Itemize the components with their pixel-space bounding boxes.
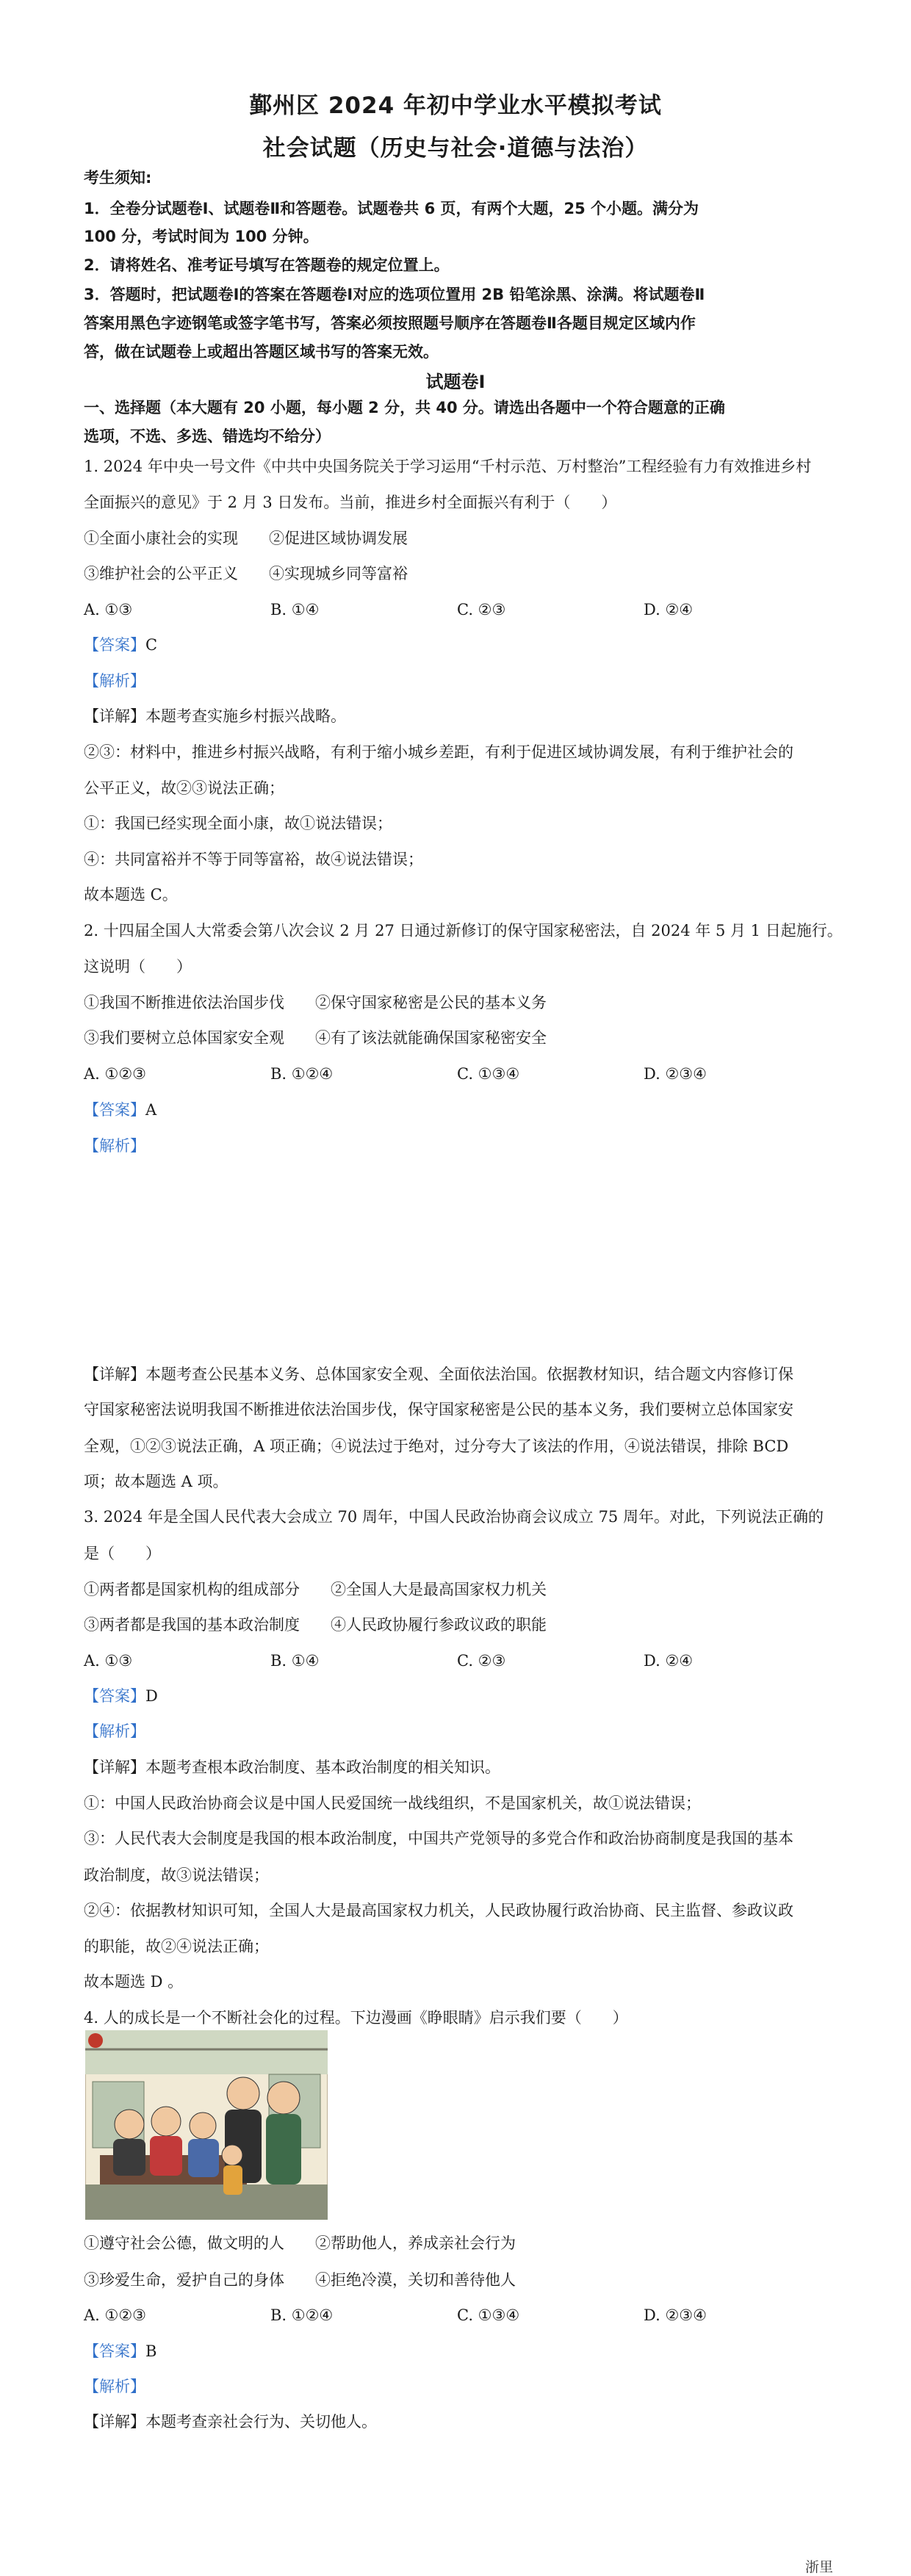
- question-1-analysis-label: 【解析】: [84, 672, 145, 690]
- answer-label: 【答案】: [84, 636, 145, 654]
- option-d[interactable]: D. ②③④: [644, 1065, 707, 1083]
- option-b[interactable]: B. ①②④: [270, 1065, 334, 1083]
- option-c[interactable]: C. ②③: [457, 1652, 506, 1670]
- option-a[interactable]: A. ①③: [84, 601, 133, 618]
- question-1-stem: 全面振兴的意见》于 2 月 3 日发布。当前，推进乡村全面振兴有利于（ ）: [84, 494, 617, 511]
- question-3-detail: 【详解】本题考查根本政治制度、基本政治制度的相关知识。: [84, 1758, 500, 1776]
- question-1-detail: ①：我国已经实现全面小康，故①说法错误；: [84, 815, 392, 832]
- option-c[interactable]: C. ②③: [457, 601, 506, 618]
- question-3-answer: [84, 1685, 158, 1707]
- question-4-statements: ①遵守社会公德，做文明的人 ②帮助他人，养成亲社会行为: [84, 2234, 516, 2252]
- exam-subtitle: 社会试题（历史与社会·道德与法治）: [262, 135, 649, 162]
- section-heading: 选项，不选、多选、错选均不给分）: [84, 427, 331, 445]
- question-3-detail: ①：中国人民政治协商会议是中国人民爱国统一战线组织，不是国家机关，故①说法错误；: [84, 1794, 701, 1812]
- question-4-detail: 【详解】本题考查亲社会行为、关切他人。: [84, 2413, 377, 2431]
- question-3-options: [84, 1650, 833, 1672]
- question-3-analysis-label: 【解析】: [84, 1722, 145, 1740]
- question-3-stem: 3. 2024 年是全国人民代表大会成立 70 周年，中国人民政治协商会议成立 75 周年。对此，下列说法正确的: [84, 1508, 824, 1526]
- answer-label: 【答案】: [84, 2342, 145, 2360]
- question-2-detail: 【详解】本题考查公民基本义务、总体国家安全观、全面依法治国。依据教材知识，结合题文内容修订保: [84, 1365, 793, 1383]
- answer-value: C: [145, 636, 158, 654]
- notice-line: 2．请将姓名、准考证号填写在答题卷的规定位置上。: [84, 256, 450, 274]
- question-2-analysis-label: 【解析】: [84, 1137, 145, 1155]
- question-3-detail: 的职能，故②④说法正确；: [84, 1938, 269, 1955]
- option-d[interactable]: D. ②④: [644, 601, 694, 618]
- option-b[interactable]: B. ①②④: [270, 2306, 334, 2324]
- answer-value: D: [145, 1687, 158, 1705]
- option-b[interactable]: B. ①④: [270, 1652, 320, 1670]
- option-b[interactable]: B. ①④: [270, 601, 320, 618]
- option-a[interactable]: A. ①②③: [84, 2306, 146, 2324]
- option-c[interactable]: C. ①③④: [457, 2306, 520, 2324]
- option-a[interactable]: A. ①②③: [84, 1065, 146, 1083]
- question-3-detail: ③：人民代表大会制度是我国的根本政治制度，中国共产党领导的多党合作和政治协商制度是我国的基本: [84, 1830, 793, 1847]
- question-1-detail: 故本题选 C。: [84, 886, 178, 903]
- question-2-options: [84, 1063, 833, 1085]
- question-4-answer: [84, 2340, 156, 2362]
- question-1-answer: [84, 634, 157, 656]
- question-1-stem: 1. 2024 年中央一号文件《中共中央国务院关于学习运用“千村示范、万村整治”工程经验有力有效推进乡村: [84, 458, 812, 475]
- question-3-stem: 是（ ）: [84, 1545, 161, 1562]
- volume-heading: 试题卷Ⅰ: [425, 372, 486, 392]
- option-d[interactable]: D. ②③④: [644, 2306, 707, 2324]
- exam-title: 鄞州区 2024 年初中学业水平模拟考试: [249, 93, 662, 119]
- question-1-options: [84, 599, 833, 621]
- notice-line: 答案用黑色字迹钢笔或签字笔书写，答案必须按照题号顺序在答题卷Ⅱ各题目规定区域内作: [84, 314, 696, 332]
- notice-line: 1．全卷分试题卷Ⅰ、试题卷Ⅱ和答题卷。试题卷共 6 页，有两个大题，25 个小题。满分为: [84, 200, 699, 217]
- notice-line: 100 分，考试时间为 100 分钟。: [84, 228, 319, 245]
- question-4-options: [84, 2304, 833, 2326]
- notice-line: 答，做在试题卷上或超出答题区域书写的答案无效。: [84, 343, 439, 361]
- question-1-detail: ②③：材料中，推进乡村振兴战略，有利于缩小城乡差距，有利于促进区域协调发展，有利于维护社会的: [84, 743, 793, 761]
- option-c[interactable]: C. ①③④: [457, 1065, 520, 1083]
- question-4-statements: ③珍爱生命，爱护自己的身体 ④拒绝冷漠，关切和善待他人: [84, 2271, 516, 2289]
- question-2-statements: ③我们要树立总体国家安全观 ④有了该法就能确保国家秘密安全: [84, 1029, 547, 1047]
- question-2-stem: 这说明（ ）: [84, 958, 192, 975]
- question-2-statements: ①我国不断推进依法治国步伐 ②保守国家秘密是公民的基本义务: [84, 994, 547, 1011]
- question-3-detail: ②④：依据教材知识可知，全国人大是最高国家权力机关，人民政协履行政治协商、民主监督、参政议政: [84, 1902, 793, 1919]
- question-1-detail: 公平正义，故②③说法正确；: [84, 779, 284, 797]
- question-2-detail: 全观，①②③说法正确，A 项正确；④说法过于绝对，过分夸大了该法的作用，④说法错误，排除 BCD: [84, 1437, 789, 1455]
- question-2-detail: 守国家秘密法说明我国不断推进依法治国步伐，保守国家秘密是公民的基本义务，我们要树立总体国家安: [84, 1401, 793, 1418]
- question-2-answer: [84, 1099, 156, 1121]
- question-3-detail: 故本题选 D 。: [84, 1973, 184, 1991]
- option-d[interactable]: D. ②④: [644, 1652, 694, 1670]
- question-1-statements: ①全面小康社会的实现 ②促进区域协调发展: [84, 530, 408, 547]
- question-1-detail: 【详解】本题考查实施乡村振兴战略。: [84, 707, 346, 725]
- cartoon-image: [85, 2030, 328, 2220]
- answer-value: A: [145, 1101, 157, 1119]
- notice-heading: 考生须知:: [84, 169, 152, 187]
- question-1-statements: ③维护社会的公平正义 ④实现城乡同等富裕: [84, 565, 408, 582]
- question-2-detail: 项；故本题选 A 项。: [84, 1473, 228, 1490]
- question-3-detail: 政治制度，故③说法错误；: [84, 1866, 269, 1884]
- question-3-statements: ①两者都是国家机构的组成部分 ②全国人大是最高国家权力机关: [84, 1581, 547, 1598]
- question-4-stem: 4. 人的成长是一个不断社会化的过程。下边漫画《睁眼睛》启示我们要（ ）: [84, 2009, 628, 2027]
- answer-label: 【答案】: [84, 1101, 145, 1119]
- answer-value: B: [145, 2342, 157, 2360]
- question-4-analysis-label: 【解析】: [84, 2378, 145, 2395]
- answer-label: 【答案】: [84, 1687, 145, 1705]
- notice-line: 3．答题时，把试题卷Ⅰ的答案在答题卷Ⅰ对应的选项位置用 2B 铅笔涂黑、涂满。将试题卷Ⅱ: [84, 286, 705, 303]
- question-1-detail: ④：共同富裕并不等于同等富裕，故④说法错误；: [84, 851, 423, 868]
- option-a[interactable]: A. ①③: [84, 1652, 133, 1670]
- question-2-stem: 2. 十四届全国人大常委会第八次会议 2 月 27 日通过新修订的保守国家秘密法，自 2024 年 5 月 1 日起施行。: [84, 922, 843, 939]
- section-heading: 一、选择题（本大题有 20 小题，每小题 2 分，共 40 分。请选出各题中一个符合题意的正确: [84, 399, 725, 416]
- question-3-statements: ③两者都是我国的基本政治制度 ④人民政协履行参政议政的职能: [84, 1616, 547, 1634]
- page-footer: 浙里: [804, 2559, 833, 2575]
